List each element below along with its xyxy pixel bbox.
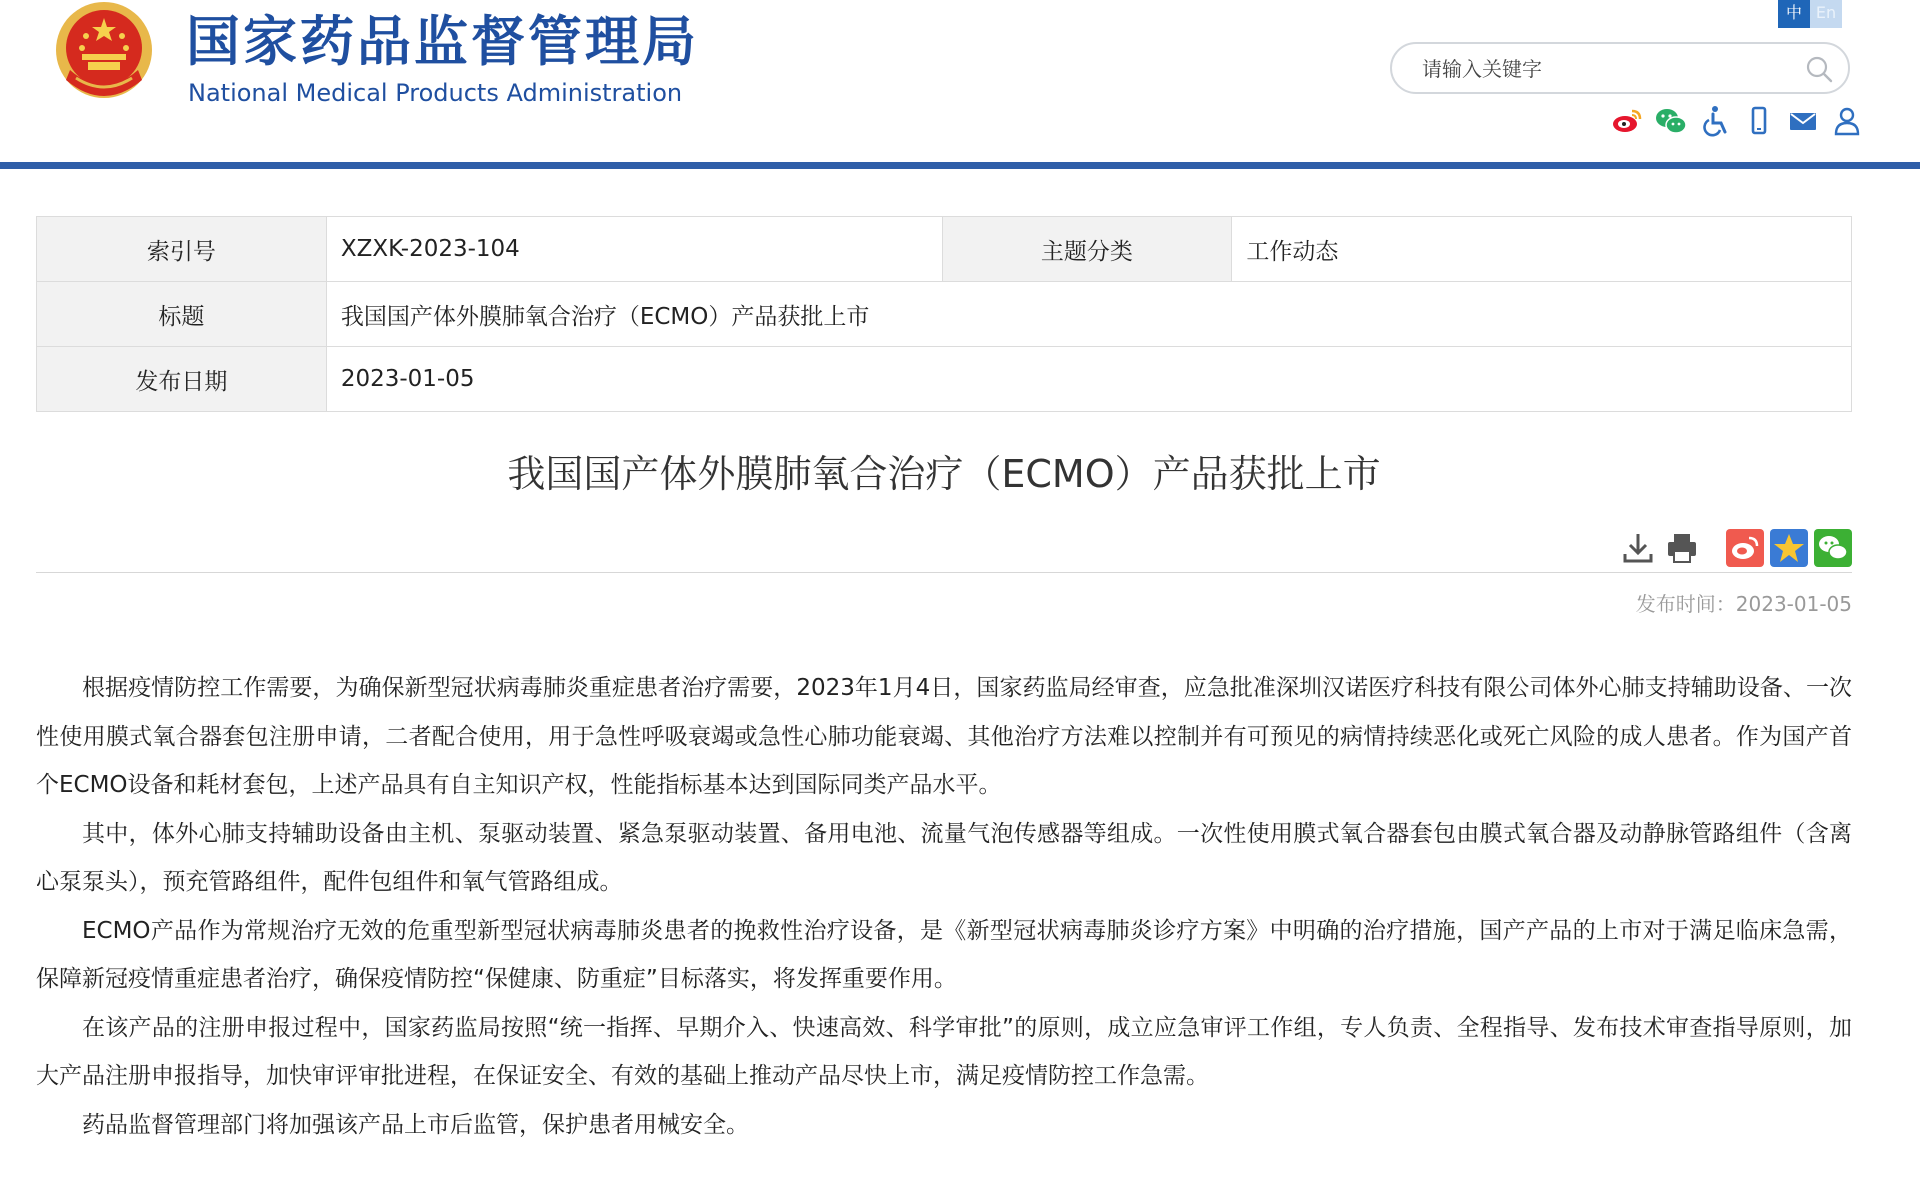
accessibility-icon[interactable] [1698,105,1732,137]
user-icon[interactable] [1830,105,1864,137]
publish-time-label: 发布时间： [1635,592,1736,616]
meta-row-date [37,347,1852,412]
article-meta-table [36,216,1852,412]
date-label: 发布日期 [37,347,327,412]
article-paragraph: 根据疫情防控工作需要，为确保新型冠状病毒肺炎重症患者治疗需要，2023年1月4日，国家药监局经审查，应急批准深圳汉诺医疗科技有限公司体外心肺支持辅助设备、一次性使用膜式氧合器套包注册申请，二者配合使用，用于急性呼吸衰竭或急性心肺功能衰竭、其他治疗方法难以控制并有可预见的病情持续恶化或死亡风险的成人患者。作为国产首个ECMO设备和耗材套包，上述产品具有自主知识产权，性能指标基本达到国际同类产品水平。 [36,675,1852,798]
index-label: 索引号 [37,217,327,282]
site-name-en[interactable]: National Medical Products Administration [188,79,683,107]
mobile-icon[interactable] [1742,105,1776,137]
title-value: 我国国产体外膜肺氧合治疗（ECMO）产品获批上市 [326,282,1851,347]
header-icon-row [1610,104,1864,138]
national-emblem-icon[interactable] [52,0,156,108]
publish-time-value: 2023-01-05 [1735,592,1852,616]
article-toolbar [1620,526,1852,570]
lang-en-button[interactable]: En [1810,0,1842,28]
article-paragraph: ECMO产品作为常规治疗无效的危重型新型冠状病毒肺炎患者的挽救性治疗设备，是《新型冠状病毒肺炎诊疗方案》中明确的治疗措施，国产产品的上市对于满足临床急需，保障新冠疫情重症患者治疗，确保疫情防控“保健康、防重症”目标落实，将发挥重要作用。 [36,917,1852,992]
site-name-cn[interactable]: 国家药品监督管理局 [186,10,699,73]
share-weibo-icon[interactable] [1726,529,1764,567]
site-header [0,0,1920,172]
header-divider [0,162,1920,169]
article-paragraph: 其中，体外心肺支持辅助设备由主机、泵驱动装置、紧急泵驱动装置、备用电池、流量气泡传感器等组成。一次性使用膜式氧合器套包由膜式氧合器及动静脉管路组件（含离心泵泵头），预充管路组件，配件包组件和氧气管路组成。 [36,820,1852,895]
category-label: 主题分类 [942,217,1232,282]
publish-time [1636,588,1852,617]
weibo-icon[interactable] [1610,105,1644,137]
category-value: 工作动态 [1232,217,1852,282]
article-paragraph: 药品监督管理部门将加强该产品上市后监管，保护患者用械安全。 [82,1111,749,1138]
title-label: 标题 [37,282,327,347]
print-icon[interactable] [1664,530,1700,566]
date-value: 2023-01-05 [326,347,1851,412]
article-paragraph: 在该产品的注册申报过程中，国家药监局按照“统一指挥、早期介入、快速高效、科学审批”的原则，成立应急审评工作组，专人负责、全程指导、发布技术审查指导原则，加大产品注册申报指导，加快审评审批进程，在保证安全、有效的基础上推动产品尽快上市，满足疫情防控工作急需。 [36,1014,1852,1089]
meta-row-index [37,217,1852,282]
download-icon[interactable] [1620,530,1656,566]
article-divider [36,572,1852,573]
wechat-icon[interactable] [1654,105,1688,137]
favorite-icon[interactable] [1770,529,1808,567]
article-body [36,664,1852,1149]
meta-row-title [37,282,1852,347]
lang-zh-button[interactable]: 中 [1778,0,1810,28]
index-value: XZXK-2023-104 [326,217,942,282]
article-title: 我国国产体外膜肺氧合治疗（ECMO）产品获批上市 [507,452,1381,496]
search-icon[interactable] [1804,54,1834,84]
language-switch [1778,0,1842,28]
share-wechat-icon[interactable] [1814,529,1852,567]
search-input[interactable] [1420,52,1784,86]
search-box [1390,42,1850,94]
mail-icon[interactable] [1786,105,1820,137]
